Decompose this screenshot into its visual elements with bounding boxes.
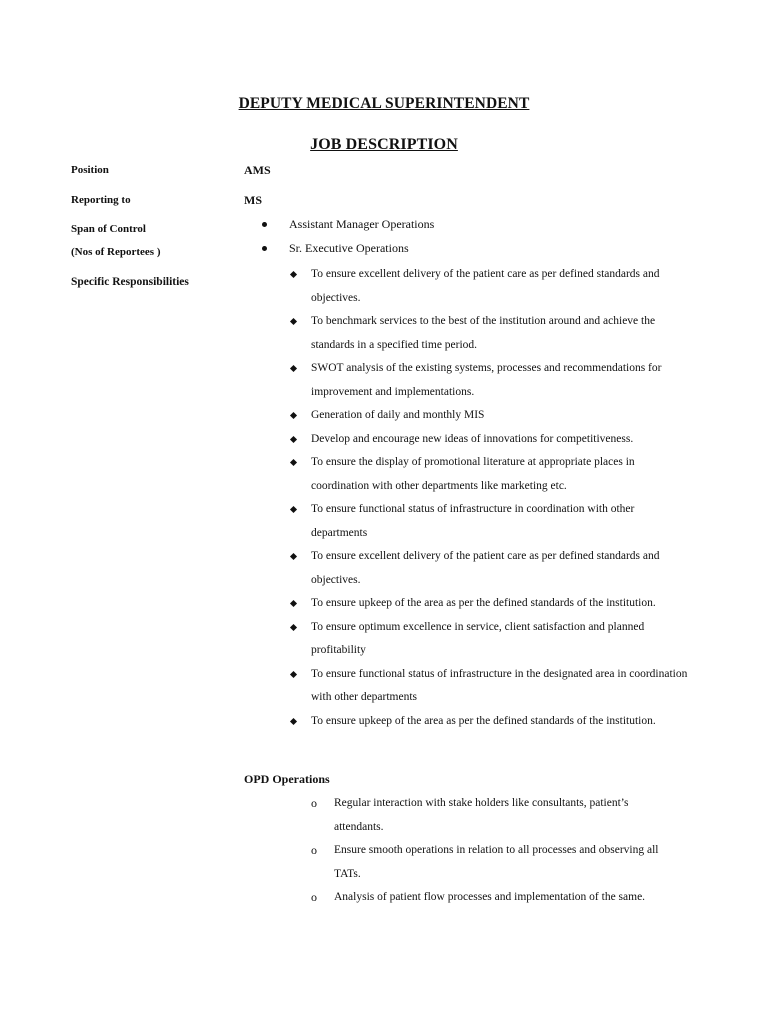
diamond-bullet-icon	[290, 318, 297, 325]
list-item: To ensure functional status of infrastructure in the designated area in coordination with other departments	[290, 663, 690, 710]
list-item: To ensure excellent delivery of the patient care as per defined standards and objectives.	[290, 263, 690, 310]
diamond-bullet-icon	[290, 717, 297, 724]
span-of-control-sub-label: (Nos of Reportees )	[71, 246, 161, 258]
diamond-bullet-icon	[290, 553, 297, 560]
list-item: Develop and encourage new ideas of innovations for competitiveness.	[290, 428, 690, 452]
diamond-bullet-icon	[290, 670, 297, 677]
list-item: To ensure upkeep of the area as per the defined standards of the institution.	[290, 710, 690, 734]
span-of-control-label: Span of Control	[71, 223, 146, 235]
list-item: Generation of daily and monthly MIS	[290, 404, 690, 428]
document-title: DEPUTY MEDICAL SUPERINTENDENT	[238, 95, 530, 112]
diamond-bullet-icon	[290, 412, 297, 419]
list-item: To ensure the display of promotional literature at appropriate places in coordination with other departments like marketing etc.	[290, 451, 690, 498]
specific-responsibilities-label: Specific Responsibilities	[71, 276, 189, 288]
list-item: To ensure upkeep of the area as per the defined standards of the institution.	[290, 592, 690, 616]
list-item: o Regular interaction with stake holders like consultants, patient’s attendants.	[311, 792, 661, 839]
circle-bullet-icon: o	[311, 796, 317, 810]
reporting-label: Reporting to	[71, 194, 131, 206]
diamond-bullet-icon	[290, 600, 297, 607]
list-item: o Analysis of patient flow processes and implementation of the same.	[311, 886, 661, 910]
circle-bullet-icon: o	[311, 890, 317, 904]
list-item: To benchmark services to the best of the institution around and achieve the standards in a specified time period.	[290, 310, 690, 357]
document-page: DEPUTY MEDICAL SUPERINTENDENT JOB DESCRIPTION Position AMS Reporting to MS Span of Control (Nos of Reportees ) Specific Responsibilities Assistant Manager Operations Sr. Executive Operations To ensure excellent delivery of the patient care as per defined standards and objectives. To benchmark services to the best of the institution around and achieve the standards in a specified time period. SWOT analysis of the existing systems, processes and recommendations for improvement and implementations. Generation of daily and monthly MIS Develop and encourage new ideas of innovations for competitiveness. To ensure the display of promotional literature at appropriate places in coordination with other departments like marketing etc. To ensure functional status of infrastructure in coordination with other departments To ensure excellent delivery of the patient care as per defined standards and objectives. To ensure upkeep of the area as per the defined standards of the institution. To ensure optimum excellence in service, client satisfaction and planned profitability To ensure functional status of infrastructure in the designated area in coordination with other departments To ensure upkeep of the area as per the defined standards of the institution. OPD Operations o Regular interaction with stake holders like consultants, patient’s attendants. o Ensure smooth operations in relation to all processes and observing all TATs. o Analysis of patient flow processes and implementation of the same.	[0, 0, 768, 1024]
list-item: To ensure optimum excellence in service, client satisfaction and planned profitability	[290, 616, 690, 663]
opd-operations-list	[311, 792, 661, 910]
circle-bullet-icon: o	[311, 843, 317, 857]
diamond-bullet-icon	[290, 459, 297, 466]
list-item: o Ensure smooth operations in relation to all processes and observing all TATs.	[311, 839, 661, 886]
document-subtitle: JOB DESCRIPTION	[310, 136, 458, 153]
diamond-bullet-icon	[290, 365, 297, 372]
diamond-bullet-icon	[290, 506, 297, 513]
reporting-value: MS	[244, 193, 262, 207]
list-item: SWOT analysis of the existing systems, processes and recommendations for improvement and implementations.	[290, 357, 690, 404]
opd-operations-heading: OPD Operations	[244, 772, 330, 786]
position-value: AMS	[244, 163, 271, 177]
diamond-bullet-icon	[290, 271, 297, 278]
list-item: To ensure excellent delivery of the patient care as per defined standards and objectives.	[290, 545, 690, 592]
responsibilities-list	[290, 263, 690, 733]
bullet-icon	[262, 222, 267, 227]
list-item: To ensure functional status of infrastructure in coordination with other departments	[290, 498, 690, 545]
diamond-bullet-icon	[290, 435, 297, 442]
diamond-bullet-icon	[290, 623, 297, 630]
bullet-icon	[262, 246, 267, 251]
position-label: Position	[71, 164, 109, 176]
